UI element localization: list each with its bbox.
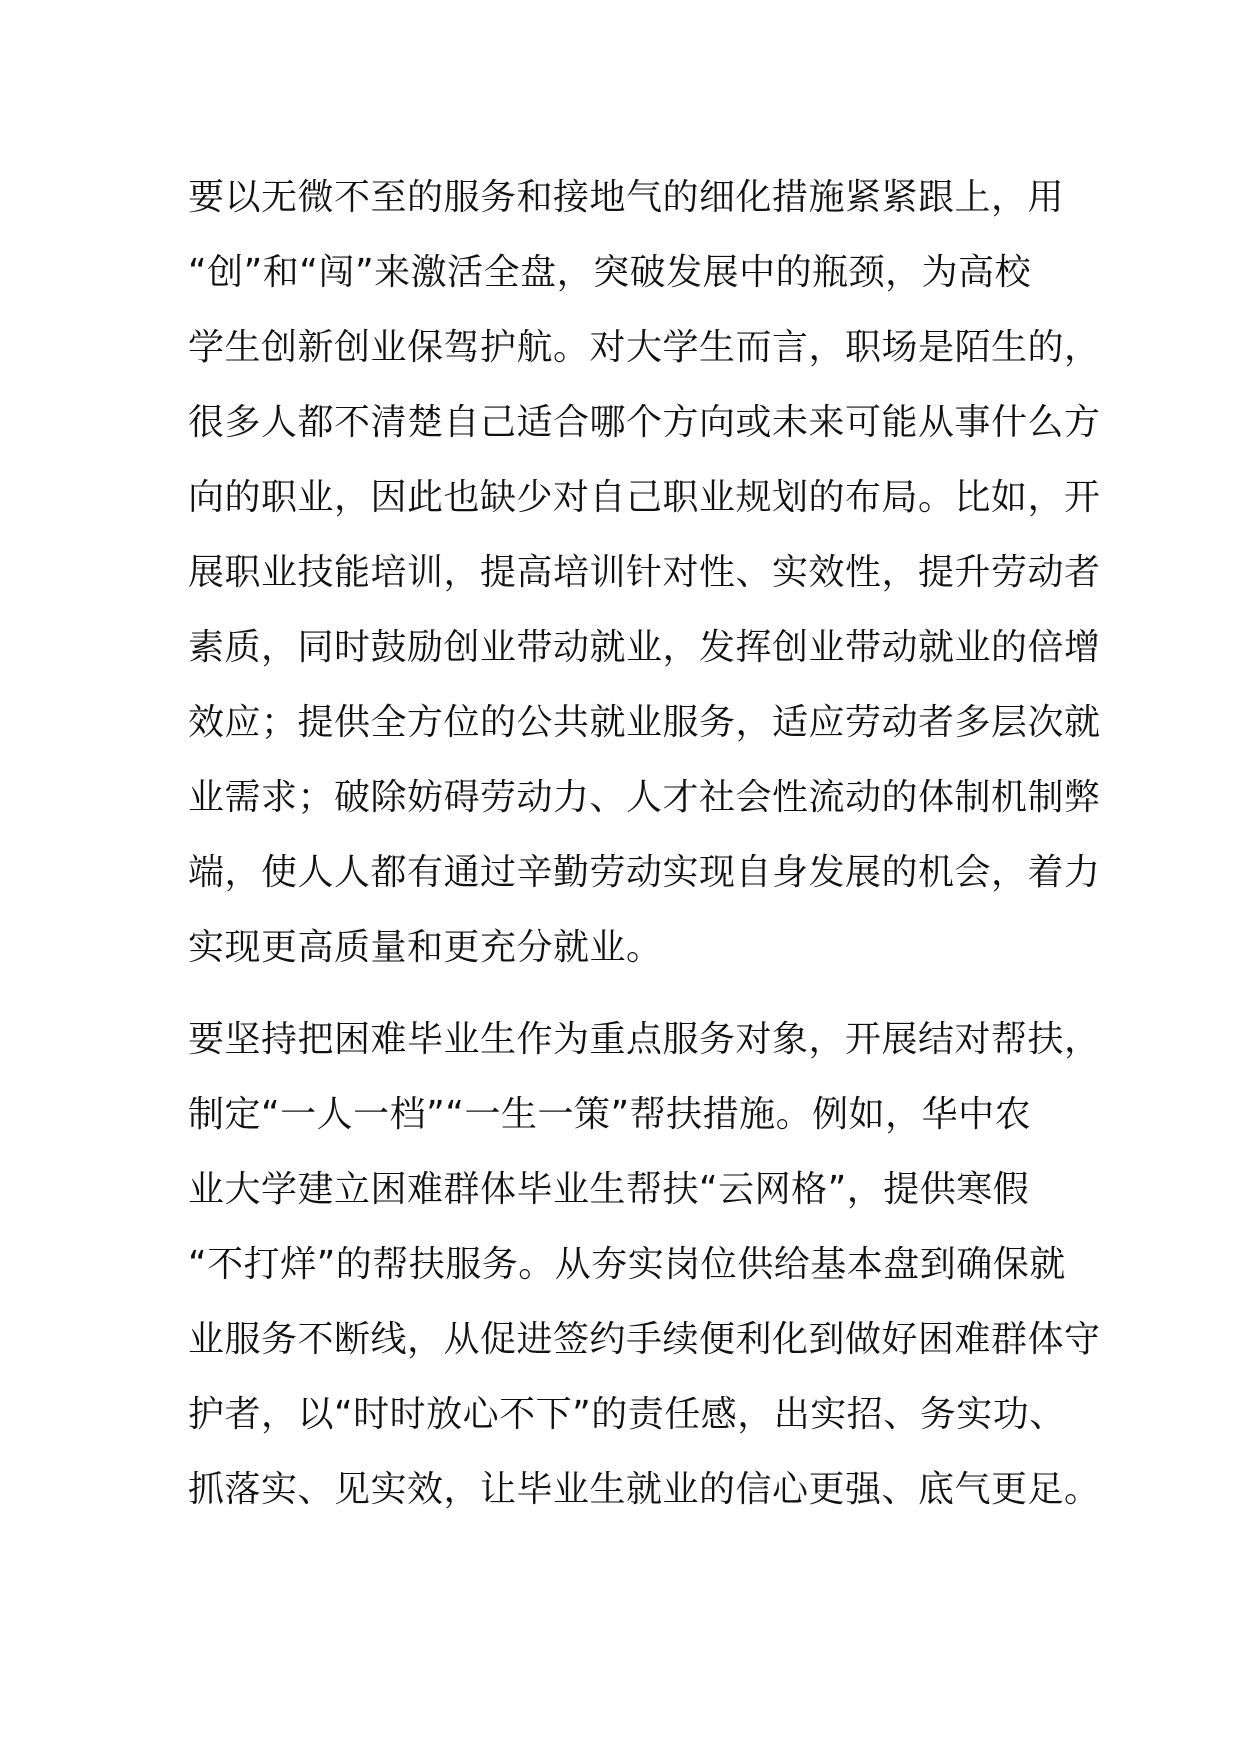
text-line: “不打烊”的帮扶服务。从夯实岗位供给基本盘到确保就 (188, 1244, 1066, 1285)
text-line: 效应；提供全方位的公共就业服务，适应劳动者多层次就 (188, 702, 1101, 743)
text-line: 业需求；破除妨碍劳动力、人才社会性流动的体制机制弊 (188, 777, 1101, 818)
text-line: 要以无微不至的服务和接地气的细化措施紧紧跟上，用 (188, 177, 1065, 218)
text-line: 要坚持把困难毕业生作为重点服务对象，开展结对帮扶， (188, 1019, 1101, 1060)
text-line: 护者，以“时时放心不下”的责任感，出实招、务实功、 (188, 1394, 1066, 1435)
text-line: 制定“一人一档”“一生一策”帮扶措施。例如，华中农 (188, 1094, 1032, 1135)
text-line: 向的职业，因此也缺少对自己职业规划的布局。比如，开 (188, 477, 1101, 518)
text-line: 实现更高质量和更充分就业。 (188, 927, 663, 968)
text-line: 抓落实、见实效，让毕业生就业的信心更强、底气更足。 (188, 1469, 1101, 1510)
text-line: 学生创新创业保驾护航。对大学生而言，职场是陌生的， (188, 327, 1101, 368)
text-line: 端，使人人都有通过辛勤劳动实现自身发展的机会，着力 (188, 852, 1101, 893)
text-line: “创”和“闯”来激活全盘，突破发展中的瓶颈，为高校 (188, 252, 1032, 293)
text-line: 展职业技能培训，提高培训针对性、实效性，提升劳动者 (188, 552, 1101, 593)
text-line: 素质，同时鼓励创业带动就业，发挥创业带动就业的倍增 (188, 627, 1101, 668)
text-line: 很多人都不清楚自己适合哪个方向或未来可能从事什么方 (188, 402, 1101, 443)
paragraph-1 (188, 168, 1101, 993)
paragraph-2 (188, 1010, 1101, 1535)
text-line: 业服务不断线，从促进签约手续便利化到做好困难群体守 (188, 1319, 1101, 1360)
text-line: 业大学建立困难群体毕业生帮扶“云网格”，提供寒假 (188, 1169, 1030, 1210)
